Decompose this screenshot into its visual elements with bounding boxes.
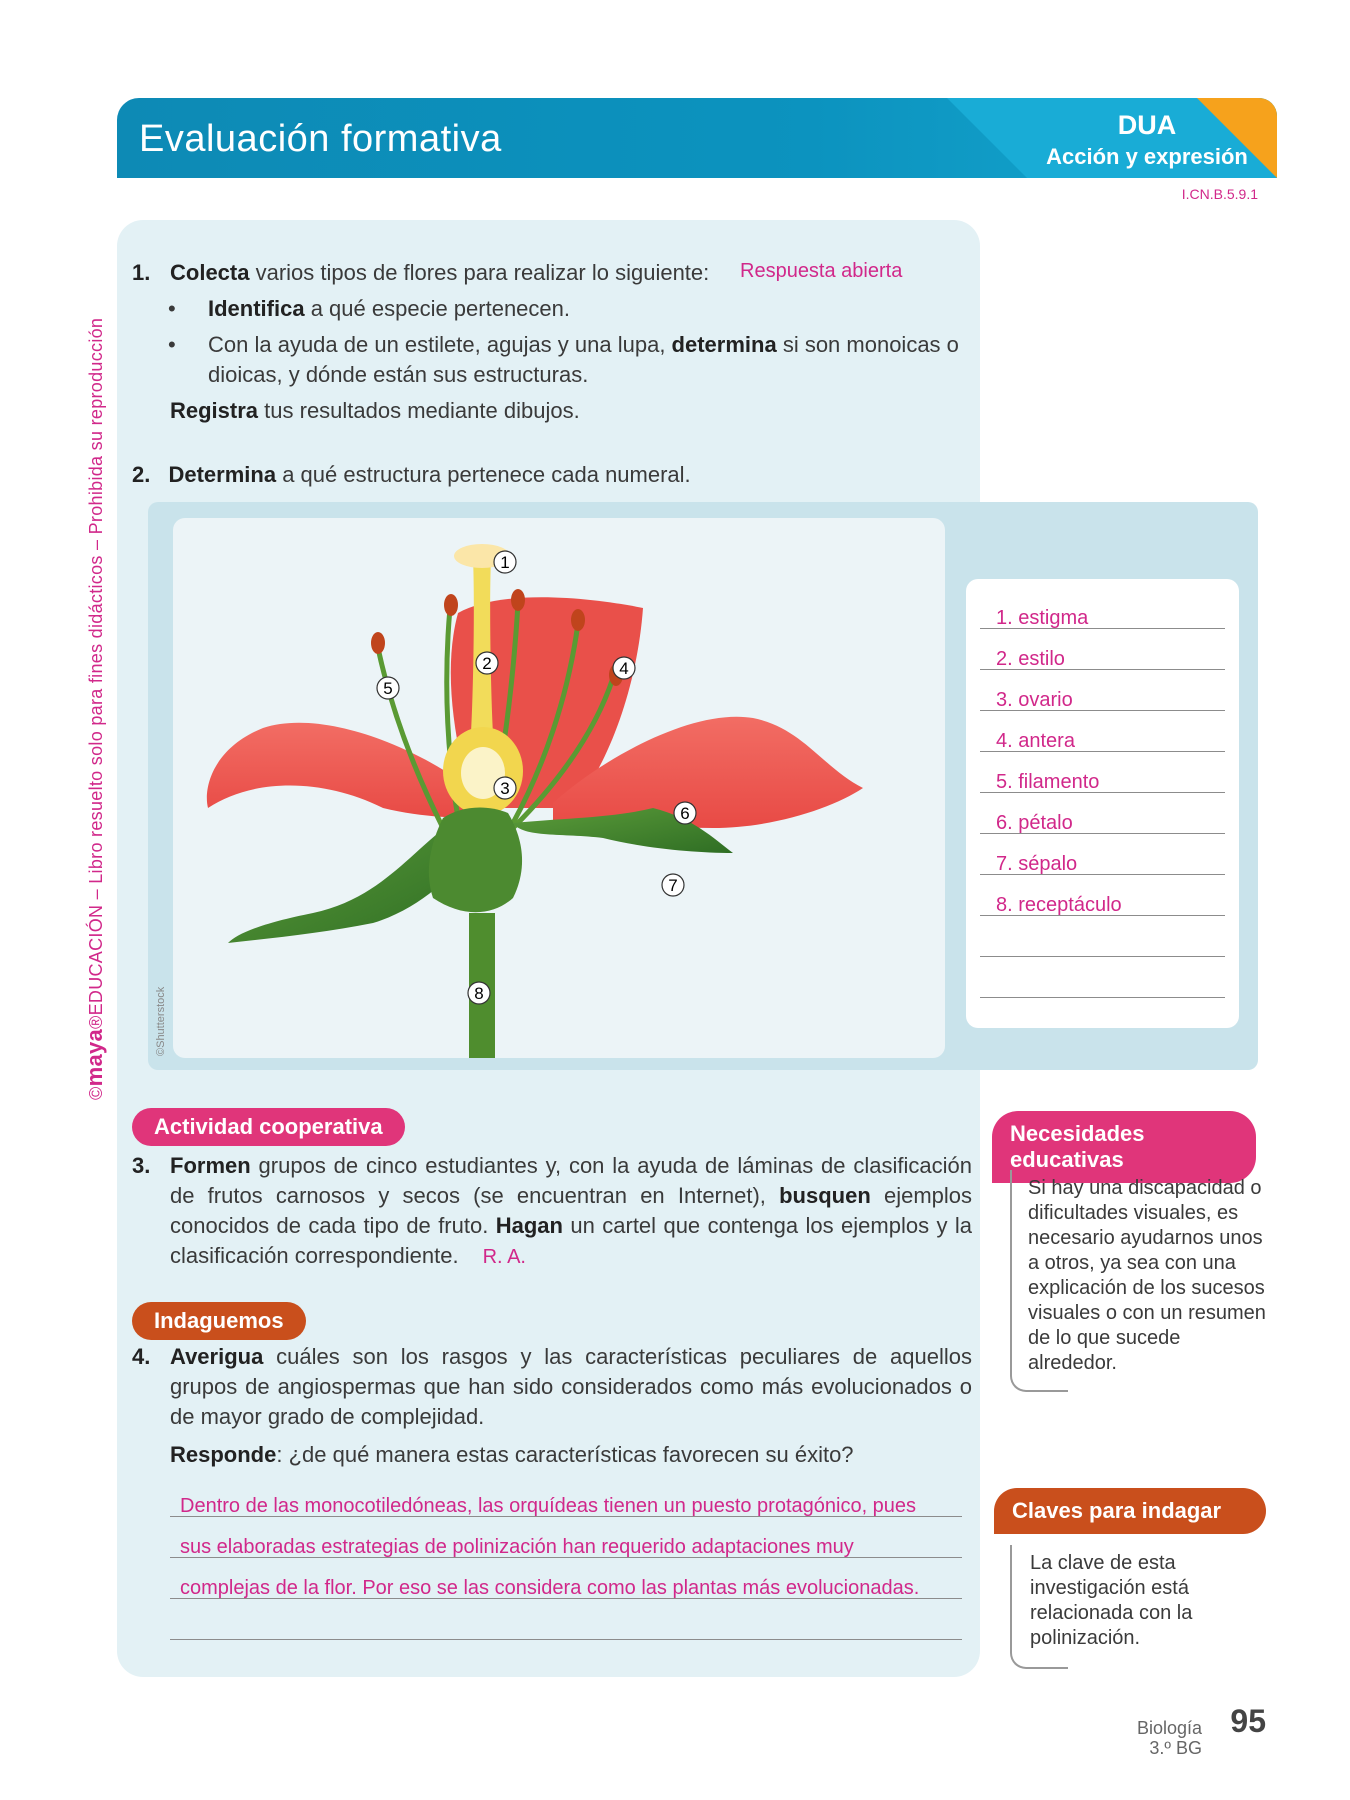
svg-text:7: 7 xyxy=(668,876,678,895)
svg-text:3: 3 xyxy=(500,779,510,798)
style xyxy=(471,558,493,733)
grade: 3.º BG xyxy=(1149,1738,1202,1758)
q2-text: a qué estructura pertenece cada numeral. xyxy=(276,462,691,487)
svg-text:4: 4 xyxy=(619,659,629,678)
research-keys-tag: Claves para indagar xyxy=(994,1488,1266,1534)
marker-5 xyxy=(377,677,399,699)
svg-text:1: 1 xyxy=(500,553,510,572)
question-3 xyxy=(132,1151,972,1272)
q4-text: cuáles son los rasgos y las características peculiares de aquellos grupos de angiospermas que han sido considerados como más evolucionados o de mayor grado de complejidad. xyxy=(170,1344,972,1429)
svg-text:6: 6 xyxy=(680,804,690,823)
q3-verb-1: Formen xyxy=(170,1153,251,1178)
brand-logo: maya xyxy=(82,1028,107,1087)
q4-resp-text: : ¿de qué manera estas características favorecen su éxito? xyxy=(276,1442,854,1467)
investigate-tag: Indaguemos xyxy=(132,1302,306,1340)
answer-line: 6. pétalo xyxy=(980,793,1225,834)
q1-bullet-2 xyxy=(168,330,978,390)
footer-subject xyxy=(1137,1718,1202,1758)
q3-text-3: un cartel que contenga los ejemplos y la clasificación correspondiente. xyxy=(170,1213,972,1268)
copyright-notice: ®EDUCACIÓN – Libro resuelto solo para fines didácticos – Prohibida su reproducción xyxy=(86,317,106,1029)
section-title: Evaluación formativa xyxy=(139,118,502,160)
question-number: 2. xyxy=(132,462,151,487)
question-number: 3. xyxy=(132,1153,151,1178)
cooperative-activity-tag: Actividad cooperativa xyxy=(132,1108,405,1146)
q4-resp-verb: Responde xyxy=(170,1442,277,1467)
q1-text: varios tipos de flores para realizar lo siguiente: xyxy=(249,260,710,285)
q3-verb-2: busquen xyxy=(779,1183,871,1208)
q1-verb: Colecta xyxy=(170,260,250,285)
question-1 xyxy=(132,258,972,288)
answer-box xyxy=(966,579,1239,1028)
q4-verb: Averigua xyxy=(170,1344,264,1369)
flower-diagram xyxy=(173,518,945,1058)
q1-b2-text-a: Con la ayuda de un estilete, agujas y una lupa, xyxy=(208,332,672,357)
svg-text:8: 8 xyxy=(474,984,484,1003)
marker-4 xyxy=(613,657,635,679)
answer-line: 8. receptáculo xyxy=(980,875,1225,916)
bullet: • xyxy=(168,332,176,357)
svg-text:5: 5 xyxy=(383,679,393,698)
subject: Biología xyxy=(1136,1718,1202,1738)
special-needs-tag: Necesidades educativas xyxy=(992,1111,1256,1183)
answer-line: 1. estigma xyxy=(980,588,1225,629)
marker-7 xyxy=(662,874,684,896)
response-line[interactable]: sus elaboradas estrategias de polinización han requerido adaptaciones muy xyxy=(170,1517,962,1558)
response-line[interactable] xyxy=(170,1599,962,1640)
bullet: • xyxy=(168,296,176,321)
answer-line: 3. ovario xyxy=(980,670,1225,711)
section-header xyxy=(117,98,1277,178)
q1-reg-text: tus resultados mediante dibujos. xyxy=(258,398,580,423)
q3-text-2: ejemplos conocidos de cada tipo de fruto. xyxy=(170,1183,972,1238)
q4-respond xyxy=(170,1440,854,1470)
answer-line: 7. sépalo xyxy=(980,834,1225,875)
question-number: 4. xyxy=(132,1344,151,1369)
answer-line: 5. filamento xyxy=(980,752,1225,793)
response-line[interactable]: Dentro de las monocotiledóneas, las orquídeas tienen un puesto protagónico, pues xyxy=(170,1476,962,1517)
answer-line xyxy=(980,916,1225,957)
q3-verb-3: Hagan xyxy=(495,1213,563,1238)
q1-b2-text-b: si son monoicas o dioicas, y dónde están sus estructuras. xyxy=(208,332,959,387)
q3-text-1: grupos de cinco estudiantes y, con la ayuda de láminas de clasificación de frutos carnosos y secos (se encuentran en Internet), xyxy=(170,1153,972,1208)
curriculum-code: I.CN.B.5.9.1 xyxy=(1181,186,1258,202)
answer-line: 2. estilo xyxy=(980,629,1225,670)
q1-b2-verb: determina xyxy=(671,332,777,357)
copyright-side-text xyxy=(82,318,108,1100)
answer-line xyxy=(980,957,1225,998)
copyright-symbol: © xyxy=(86,1086,106,1100)
question-4 xyxy=(132,1342,972,1432)
marker-6 xyxy=(674,802,696,824)
marker-1 xyxy=(494,551,516,573)
marker-3 xyxy=(494,777,516,799)
research-keys-text: La clave de esta investigación está relacionada con la polinización. xyxy=(1030,1552,1193,1649)
q1-b1-verb: Identifica xyxy=(208,296,305,321)
q1-register xyxy=(170,396,580,426)
marker-2 xyxy=(476,652,498,674)
left-petal xyxy=(207,723,483,818)
flower-illustration-panel xyxy=(173,518,945,1058)
image-credit: ©Shutterstock xyxy=(155,986,167,1056)
q1-b1-text: a qué especie pertenecen. xyxy=(304,296,570,321)
special-needs-text: Si hay una discapacidad o dificultades visuales, es necesario ayudarnos unos a otros, ya sea con una explicación de los sucesos visuales o con un resumen de lo que sucede alrededor. xyxy=(1028,1177,1266,1374)
dua-subtitle: Acción y expresión xyxy=(1046,144,1248,169)
center-sepal xyxy=(429,808,522,913)
q3-answer: R. A. xyxy=(482,1246,526,1268)
q1-answer: Respuesta abierta xyxy=(740,260,903,282)
svg-text:2: 2 xyxy=(482,654,492,673)
q1-reg-verb: Registra xyxy=(170,398,259,423)
dua-label: DUA xyxy=(1117,110,1177,140)
answer-line: 4. antera xyxy=(980,711,1225,752)
q2-verb: Determina xyxy=(168,462,277,487)
marker-8 xyxy=(468,982,490,1004)
response-line[interactable]: complejas de la flor. Por eso se las considera como las plantas más evolucionadas. xyxy=(170,1558,962,1599)
question-2 xyxy=(132,460,691,490)
page-number: 95 xyxy=(1230,1703,1266,1739)
question-number: 1. xyxy=(132,260,151,285)
